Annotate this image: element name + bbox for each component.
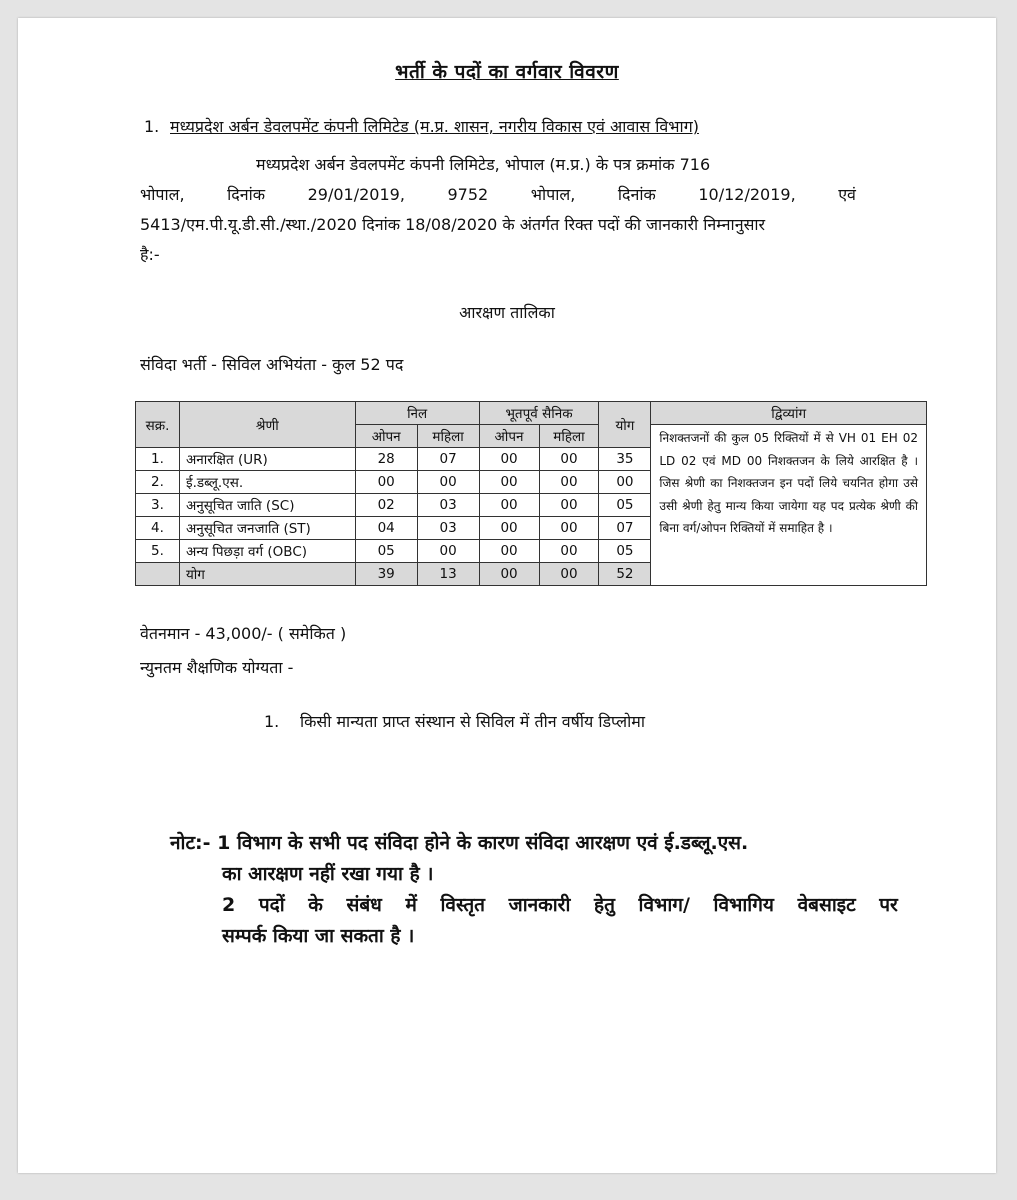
section-number: 1. xyxy=(144,117,160,136)
divyang-note: निशक्तजनों की कुल 05 रिक्तियों में से VH 01 EH 02 LD 02 एवं MD 00 निशक्तजन के लिये आरक्षित है । जिस श्रेणी का निशक्तजन इन पदों लिये चयनित होगा उसे उसी श्रेणी हेतु मान्य किया जायेगा यह पद प्रत्येक श्रेणी की बिना वर्ग/ओपन रिक्तियों में समाहित है । xyxy=(651,425,927,586)
intro-line-4: है:- xyxy=(140,245,160,264)
intro-line-3: 5413/एम.पी.यू.डी.सी./स्था./2020 दिनांक 18/08/2020 के अंतर्गत रिक्त पदों की जानकारी निम्नानुसार xyxy=(140,215,766,234)
header-nil-female: महिला xyxy=(417,425,479,448)
page-heading: भर्ती के पदों का वर्गवार विवरण xyxy=(395,61,619,83)
note-line-3: 2 पदों के संबंध में विस्तृत जानकारी हेतु विभाग/ विभागिय वेबसाइट पर xyxy=(222,894,898,916)
post-subheading: संविदा भर्ती - सिविल अभियंता - कुल 52 पद xyxy=(140,355,404,374)
header-nil-open: ओपन xyxy=(355,425,417,448)
header-sno: सक्र. xyxy=(136,402,180,448)
table-total-row: योग 39 13 00 00 52 xyxy=(136,563,927,586)
section-title-text: मध्यप्रदेश अर्बन डेवलपमेंट कंपनी लिमिटेड (म.प्र. शासन, नगरीय विकास एवं आवास विभाग) xyxy=(170,117,699,136)
table-row: 3. अनुसूचित जाति (SC) 02 03 00 00 05 xyxy=(136,494,927,517)
header-ex-female: महिला xyxy=(539,425,599,448)
table-header-row xyxy=(136,402,927,425)
note-line-2: का आरक्षण नहीं रखा गया है । xyxy=(222,863,434,885)
table-caption: आरक्षण तालिका xyxy=(459,303,555,322)
note-line-1: नोट:- 1 विभाग के सभी पद संविदा होने के कारण संविदा आरक्षण एवं ई.डब्लू.एस. xyxy=(170,832,749,854)
table-row: 5. अन्य पिछड़ा वर्ग (OBC) 05 00 00 00 05 xyxy=(136,540,927,563)
table-row: 4. अनुसूचित जनजाति (ST) 04 03 00 00 07 xyxy=(136,517,927,540)
header-category: श्रेणी xyxy=(179,402,355,448)
education-label: न्युनतम शैक्षणिक योग्यता - xyxy=(140,658,294,677)
reservation-table xyxy=(135,401,927,586)
intro-line-2: भोपाल, दिनांक 29/01/2019, 9752 भोपाल, दिनांक 10/12/2019, एवं xyxy=(140,185,856,204)
header-ex-open: ओपन xyxy=(479,425,539,448)
header-divyang: द्विव्यांग xyxy=(651,402,927,425)
salary-line: वेतनमान - 43,000/- ( समेकित ) xyxy=(140,624,347,643)
note-line-4: सम्पर्क किया जा सकता है । xyxy=(222,925,415,947)
qualification-item: 1. किसी मान्यता प्राप्त संस्थान से सिविल में तीन वर्षीय डिप्लोमा xyxy=(264,712,645,731)
header-ex-serviceman: भूतपूर्व सैनिक xyxy=(479,402,599,425)
header-total: योग xyxy=(599,402,651,448)
intro-line-1: मध्यप्रदेश अर्बन डेवलपमेंट कंपनी लिमिटेड, भोपाल (म.प्र.) के पत्र क्रमांक 716 xyxy=(256,155,711,174)
header-nil: निल xyxy=(355,402,479,425)
document-page xyxy=(18,18,996,1173)
note-block xyxy=(170,828,898,952)
table-row: 2. ई.डब्लू.एस. 00 00 00 00 00 xyxy=(136,471,927,494)
intro-paragraph xyxy=(140,150,856,270)
section-title xyxy=(144,115,699,137)
table-row: 1. अनारक्षित (UR) 28 07 00 00 35 xyxy=(136,448,927,471)
